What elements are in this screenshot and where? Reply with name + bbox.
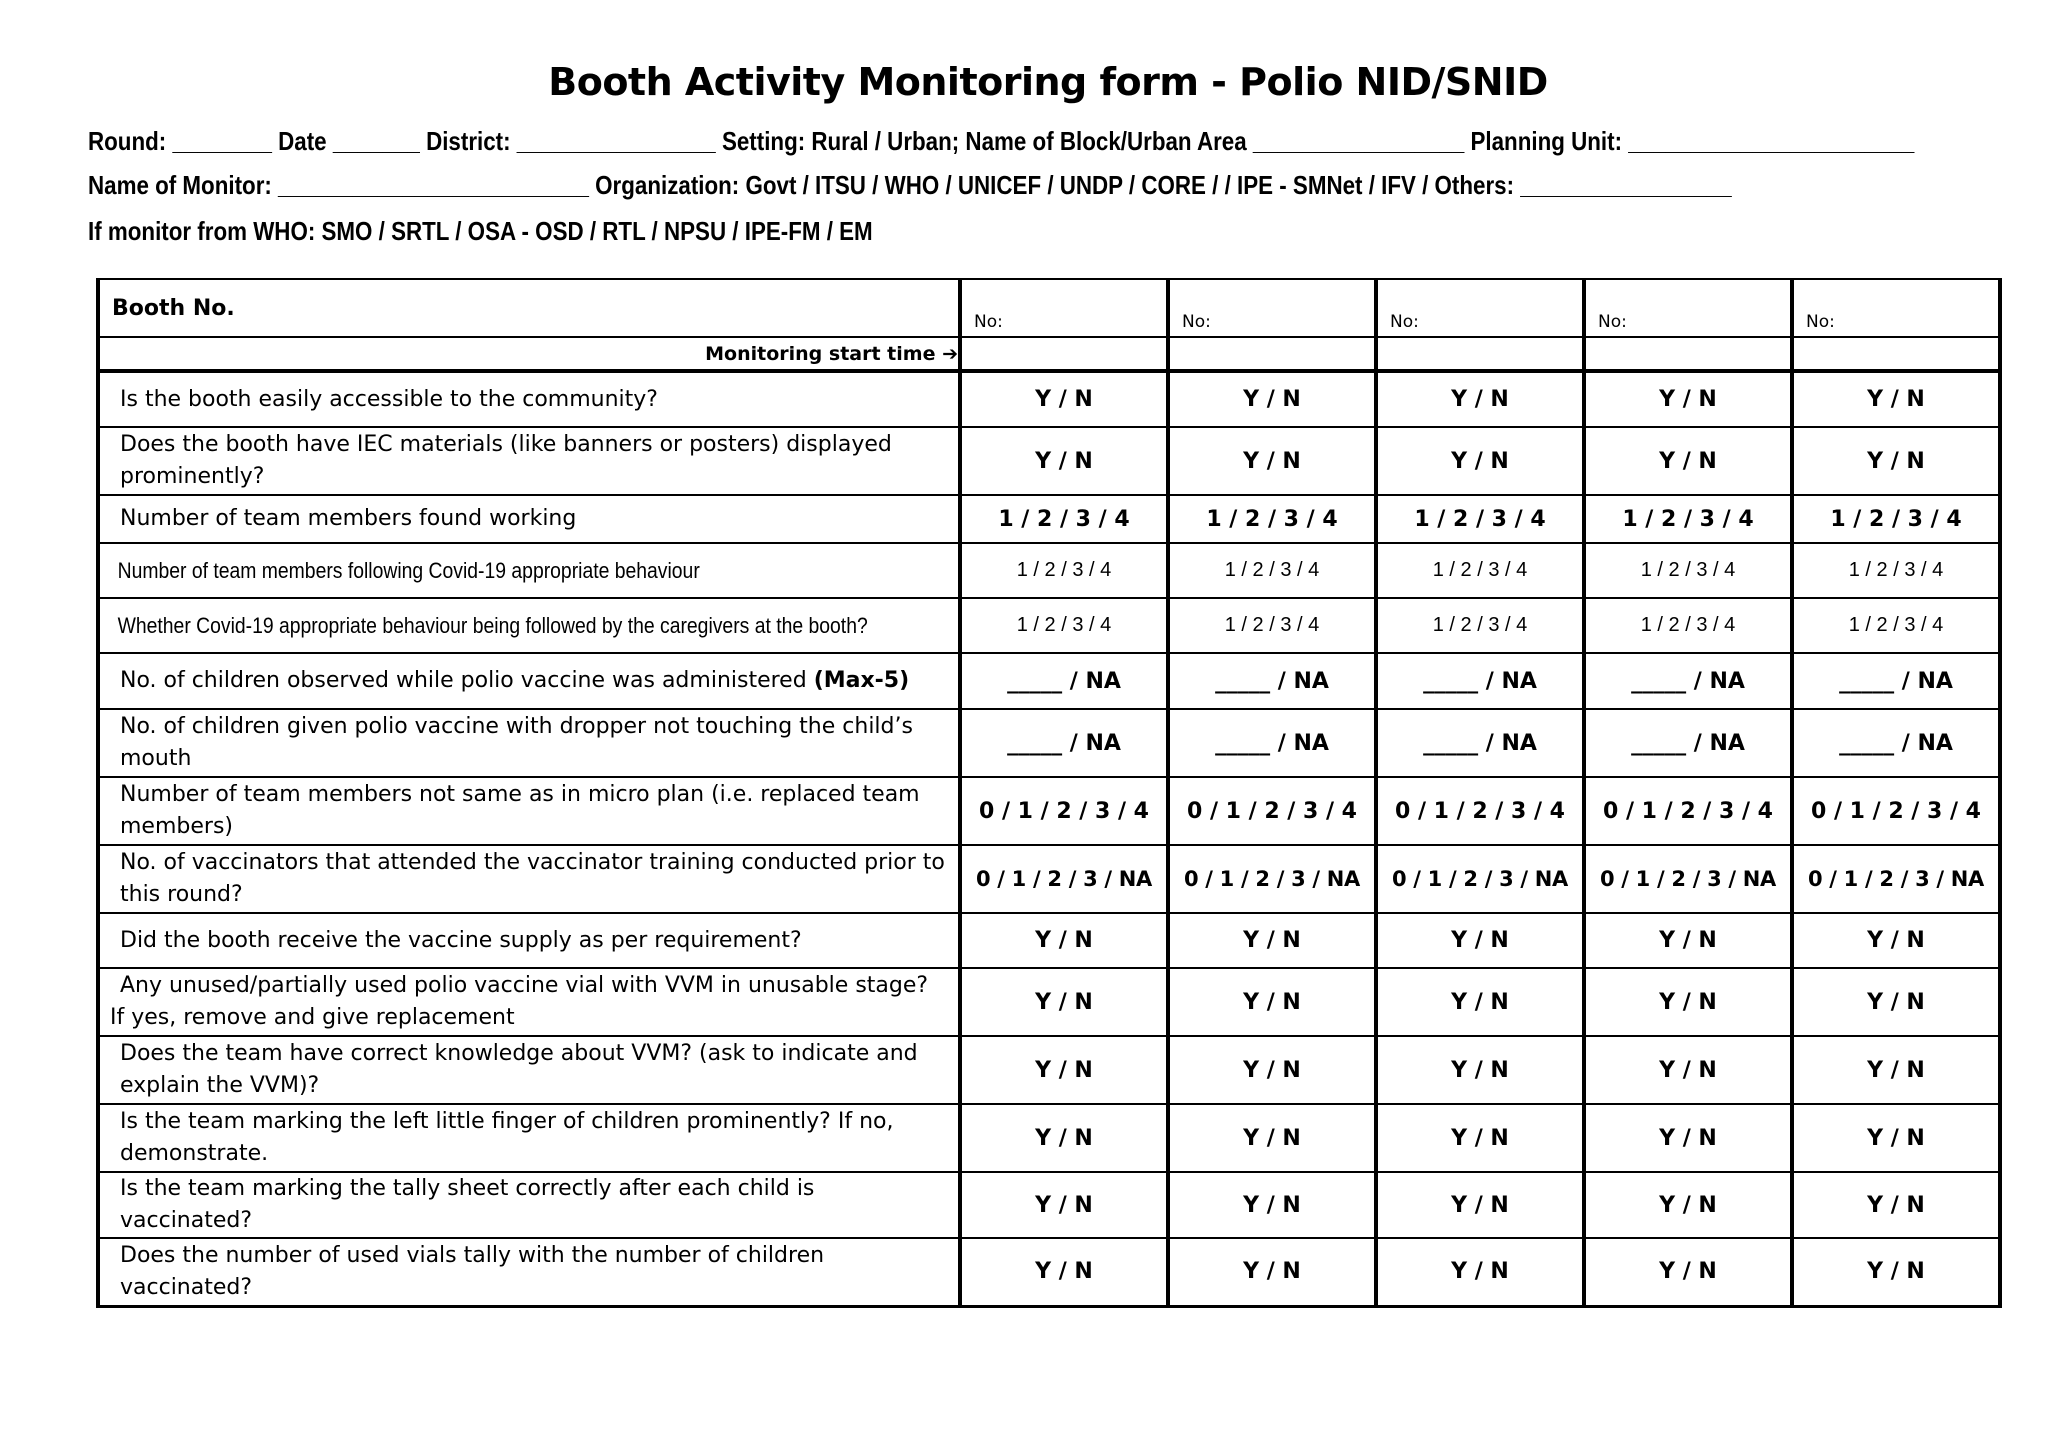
question-main-text: Does the booth have IEC materials (like banners or posters) displayed prominently? — [120, 432, 892, 489]
question-cell — [98, 371, 960, 427]
question-text — [100, 970, 958, 1034]
start-time-cell[interactable] — [1792, 337, 2000, 371]
start-time-cell[interactable] — [1584, 337, 1792, 371]
start-time-cell[interactable] — [1376, 337, 1584, 371]
answer-option-cell[interactable]: Y / N — [1376, 1104, 1584, 1172]
header-round-line: Round: ________ Date _______ District: ________________ Setting: Rural / Urban; Name of Block/Urban Area _________________ Planning Unit: _______________________ — [88, 126, 1915, 156]
question-text — [100, 1038, 958, 1102]
booth-number-label: Booth No. — [112, 295, 235, 321]
answer-option-cell[interactable]: 1 / 2 / 3 / 4 — [1584, 598, 1792, 653]
question-cell — [98, 913, 960, 968]
question-main-text: Number of team members following Covid-19 appropriate behaviour — [117, 557, 700, 583]
question-row — [98, 1036, 2000, 1104]
question-main-text: Does the number of used vials tally with the number of children vaccinated? — [120, 1242, 825, 1300]
answer-option-cell[interactable]: 0 / 1 / 2 / 3 / NA — [1792, 845, 2000, 913]
question-cell — [98, 709, 960, 777]
answer-option-cell[interactable]: 0 / 1 / 2 / 3 / NA — [1376, 845, 1584, 913]
answer-option-cell[interactable]: 1 / 2 / 3 / 4 — [1168, 543, 1376, 598]
answer-option-cell[interactable]: Y / N — [1168, 1104, 1376, 1172]
question-row — [98, 1172, 2000, 1238]
question-row — [98, 495, 2000, 543]
answer-option-cell[interactable]: 1 / 2 / 3 / 4 — [1168, 495, 1376, 543]
answer-option-cell[interactable]: 0 / 1 / 2 / 3 / 4 — [960, 777, 1168, 845]
answer-option-cell[interactable]: Y / N — [1168, 913, 1376, 968]
question-main-text: Number of team members not same as in micro plan (i.e. replaced team members) — [120, 782, 920, 839]
question-bold-text: (Max-5) — [813, 668, 910, 693]
question-row — [98, 913, 2000, 968]
answer-option-cell[interactable]: Y / N — [1584, 1104, 1792, 1172]
answer-option-cell[interactable]: 1 / 2 / 3 / 4 — [1584, 543, 1792, 598]
booth-number-cell[interactable] — [1376, 279, 1584, 337]
question-main-text: No. of children observed while polio vaccine was administered — [120, 668, 807, 693]
question-cell — [98, 1172, 960, 1238]
answer-option-cell[interactable]: Y / N — [960, 427, 1168, 495]
answer-option-cell[interactable]: Y / N — [960, 968, 1168, 1036]
answer-option-cell[interactable]: Y / N — [1168, 427, 1376, 495]
answer-option-cell[interactable]: 1 / 2 / 3 / 4 — [1376, 543, 1584, 598]
question-row — [98, 653, 2000, 709]
question-row — [98, 1104, 2000, 1172]
answer-option-cell[interactable]: 1 / 2 / 3 / 4 — [960, 543, 1168, 598]
question-row — [98, 1238, 2000, 1306]
answer-option-cell[interactable]: 0 / 1 / 2 / 3 / NA — [960, 845, 1168, 913]
booth-number-no-label: No: — [1390, 312, 1419, 332]
question-cell — [98, 1036, 960, 1104]
answer-option-cell[interactable]: Y / N — [1584, 427, 1792, 495]
answer-option-cell[interactable]: Y / N — [960, 1238, 1168, 1306]
answer-option-cell[interactable]: Y / N — [1376, 427, 1584, 495]
answer-option-cell[interactable]: 1 / 2 / 3 / 4 — [1376, 598, 1584, 653]
question-text — [100, 711, 958, 775]
booth-number-cell[interactable] — [960, 279, 1168, 337]
question-main-text: Is the team marking the tally sheet correctly after each child is vaccinated? — [120, 1176, 815, 1233]
start-time-cell[interactable] — [960, 337, 1168, 371]
question-row — [98, 709, 2000, 777]
header-who-monitor-line: If monitor from WHO: SMO / SRTL / OSA - OSD / RTL / NPSU / IPE-FM / EM — [88, 216, 873, 246]
answer-option-cell[interactable]: 0 / 1 / 2 / 3 / 4 — [1376, 777, 1584, 845]
answer-option-cell[interactable]: Y / N — [1792, 371, 2000, 427]
question-main-text: Is the team marking the left little finger of children prominently? If no, demonstrate. — [120, 1109, 894, 1166]
answer-option-cell[interactable]: Y / N — [1584, 1036, 1792, 1104]
answer-option-cell[interactable]: 1 / 2 / 3 / 4 — [1168, 598, 1376, 653]
answer-option-cell[interactable]: Y / N — [960, 913, 1168, 968]
answer-option-cell[interactable]: 0 / 1 / 2 / 3 / NA — [1168, 845, 1376, 913]
answer-option-cell[interactable]: 1 / 2 / 3 / 4 — [960, 598, 1168, 653]
answer-option-cell[interactable]: 1 / 2 / 3 / 4 — [1376, 495, 1584, 543]
answer-option-cell[interactable]: Y / N — [1376, 371, 1584, 427]
answer-option-cell[interactable]: 1 / 2 / 3 / 4 — [1792, 543, 2000, 598]
question-row — [98, 543, 2000, 598]
question-main-text: Any unused/partially used polio vaccine vial with VVM in unusable stage? — [120, 973, 929, 998]
start-time-label: Monitoring start time ➔ — [98, 337, 960, 371]
answer-option-cell[interactable]: _____ / NA — [1168, 653, 1376, 709]
answer-option-cell[interactable]: Y / N — [1168, 968, 1376, 1036]
question-text — [100, 1240, 958, 1304]
header-monitor-line: Name of Monitor: _________________________ Organization: Govt / ITSU / WHO / UNICEF / UNDP / CORE / / IPE - SMNet / IFV / Others: _________________ — [88, 170, 1732, 200]
booth-number-cell[interactable] — [1168, 279, 1376, 337]
answer-option-cell[interactable]: _____ / NA — [1792, 709, 2000, 777]
question-row — [98, 845, 2000, 913]
question-cell — [98, 777, 960, 845]
booth-number-label-cell — [98, 279, 960, 337]
answer-option-cell[interactable]: Y / N — [1584, 1172, 1792, 1238]
answer-option-cell[interactable]: 0 / 1 / 2 / 3 / 4 — [1168, 777, 1376, 845]
question-text — [100, 612, 868, 639]
question-cell — [98, 598, 960, 653]
question-row — [98, 427, 2000, 495]
question-main-text: Whether Covid-19 appropriate behaviour being followed by the caregivers at the booth? — [117, 612, 868, 638]
answer-option-cell[interactable]: Y / N — [1792, 1036, 2000, 1104]
answer-option-cell[interactable]: Y / N — [1584, 913, 1792, 968]
answer-option-cell[interactable]: Y / N — [1584, 1238, 1792, 1306]
answer-option-cell[interactable]: Y / N — [1792, 968, 2000, 1036]
answer-option-cell[interactable]: Y / N — [960, 1104, 1168, 1172]
answer-option-cell[interactable]: Y / N — [960, 371, 1168, 427]
question-text — [100, 1106, 958, 1170]
answer-option-cell[interactable]: 1 / 2 / 3 / 4 — [1792, 495, 2000, 543]
question-cell — [98, 495, 960, 543]
answer-option-cell[interactable]: _____ / NA — [1168, 709, 1376, 777]
answer-option-cell[interactable]: _____ / NA — [1376, 709, 1584, 777]
question-text — [100, 847, 958, 911]
answer-option-cell[interactable]: Y / N — [1376, 968, 1584, 1036]
question-cell — [98, 653, 960, 709]
question-main-text: No. of children given polio vaccine with dropper not touching the child’s mouth — [120, 714, 913, 771]
question-row — [98, 371, 2000, 427]
question-main-text: Did the booth receive the vaccine supply as per requirement? — [120, 927, 802, 953]
question-row — [98, 777, 2000, 845]
answer-option-cell[interactable]: Y / N — [1792, 913, 2000, 968]
booth-number-no-label: No: — [1806, 312, 1835, 332]
answer-option-cell[interactable]: Y / N — [960, 1036, 1168, 1104]
answer-option-cell[interactable]: _____ / NA — [1584, 653, 1792, 709]
question-cell — [98, 968, 960, 1036]
booth-number-no-label: No: — [1182, 312, 1211, 332]
question-cell — [98, 1104, 960, 1172]
question-text — [100, 665, 958, 697]
question-second-line: If yes, remove and give replacement — [110, 1005, 515, 1030]
answer-option-cell[interactable]: Y / N — [1376, 1036, 1584, 1104]
question-main-text: Does the team have correct knowledge about VVM? (ask to indicate and explain the VVM)? — [120, 1041, 918, 1098]
answer-option-cell[interactable]: _____ / NA — [1584, 709, 1792, 777]
answer-option-cell[interactable]: Y / N — [1376, 913, 1584, 968]
answer-option-cell[interactable]: _____ / NA — [1792, 653, 2000, 709]
answer-option-cell[interactable]: Y / N — [1168, 371, 1376, 427]
answer-option-cell[interactable]: 0 / 1 / 2 / 3 / 4 — [1584, 777, 1792, 845]
question-text — [100, 558, 855, 584]
answer-option-cell[interactable]: _____ / NA — [960, 709, 1168, 777]
answer-option-cell[interactable]: 0 / 1 / 2 / 3 / NA — [1584, 845, 1792, 913]
question-text — [100, 779, 958, 843]
answer-option-cell[interactable]: Y / N — [1168, 1238, 1376, 1306]
question-text — [100, 429, 958, 493]
answer-option-cell[interactable]: Y / N — [1584, 968, 1792, 1036]
answer-option-cell[interactable]: Y / N — [1792, 427, 2000, 495]
answer-option-cell[interactable]: Y / N — [1376, 1172, 1584, 1238]
answer-option-cell[interactable]: 1 / 2 / 3 / 4 — [1584, 495, 1792, 543]
question-text — [100, 1173, 958, 1237]
answer-option-cell[interactable]: Y / N — [1168, 1172, 1376, 1238]
answer-option-cell[interactable]: _____ / NA — [1376, 653, 1584, 709]
answer-option-cell[interactable]: 1 / 2 / 3 / 4 — [1792, 598, 2000, 653]
answer-option-cell[interactable]: _____ / NA — [960, 653, 1168, 709]
answer-option-cell[interactable]: Y / N — [1168, 1036, 1376, 1104]
question-row — [98, 598, 2000, 653]
answer-option-cell[interactable]: Y / N — [1792, 1104, 2000, 1172]
question-cell — [98, 427, 960, 495]
booth-number-cell[interactable] — [1792, 279, 2000, 337]
question-cell — [98, 1238, 960, 1306]
booth-number-no-label: No: — [974, 312, 1003, 332]
form-title: Booth Activity Monitoring form - Polio NID/SNID — [548, 60, 1548, 104]
question-cell — [98, 543, 960, 598]
question-text — [100, 503, 958, 535]
start-time-row — [98, 337, 2000, 371]
question-main-text: No. of vaccinators that attended the vaccinator training conducted prior to this round? — [120, 850, 945, 907]
answer-option-cell[interactable]: Y / N — [1584, 371, 1792, 427]
answer-option-cell[interactable]: Y / N — [1792, 1238, 2000, 1306]
answer-option-cell[interactable]: 0 / 1 / 2 / 3 / 4 — [1792, 777, 2000, 845]
answer-option-cell[interactable]: 1 / 2 / 3 / 4 — [960, 495, 1168, 543]
booth-number-row — [98, 279, 2000, 337]
question-main-text: Is the booth easily accessible to the community? — [120, 386, 658, 412]
question-main-text: Number of team members found working — [120, 506, 577, 531]
booth-number-no-label: No: — [1598, 312, 1627, 332]
monitoring-table — [96, 278, 2002, 1308]
answer-option-cell[interactable]: Y / N — [1792, 1172, 2000, 1238]
question-text — [100, 925, 958, 957]
answer-option-cell[interactable]: Y / N — [1376, 1238, 1584, 1306]
question-row — [98, 968, 2000, 1036]
answer-option-cell[interactable]: Y / N — [960, 1172, 1168, 1238]
question-text — [100, 384, 958, 416]
question-cell — [98, 845, 960, 913]
start-time-cell[interactable] — [1168, 337, 1376, 371]
booth-number-cell[interactable] — [1584, 279, 1792, 337]
